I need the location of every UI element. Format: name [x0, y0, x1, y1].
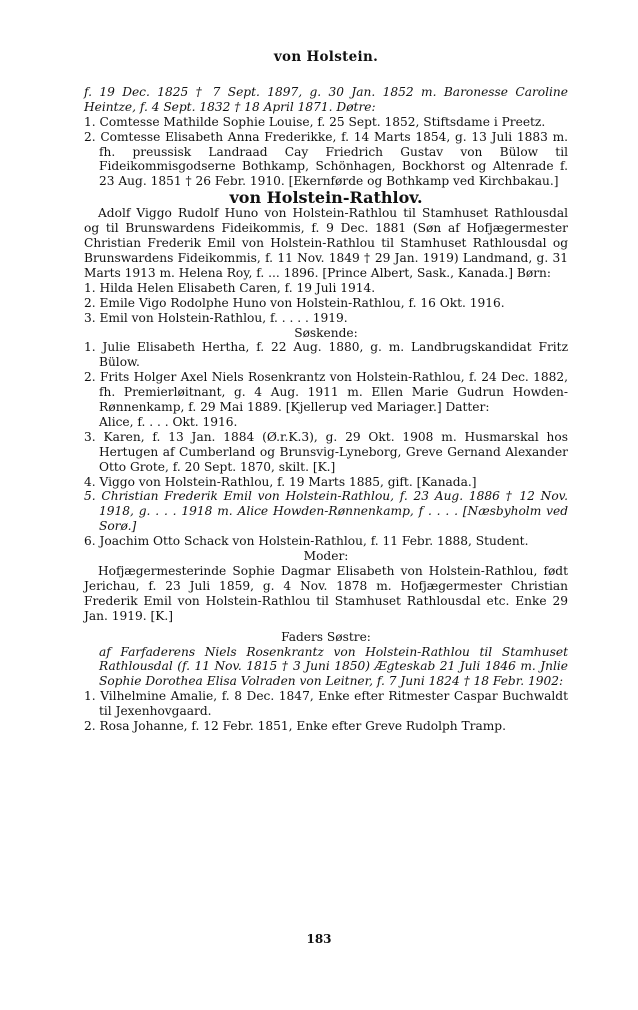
sibling-4: 4. Viggo von Holstein-Rathlou, f. 19 Marts 1885, gift. [Kanada.]	[84, 474, 477, 489]
running-header: von Holstein.	[273, 49, 379, 65]
aunt-1: 1. Vilhelmine Amalie, f. 8 Dec. 1847, Enke efter Ritmester Caspar Buchwaldt til Jexenhovgaard.	[84, 689, 568, 719]
rathlov-child-3: 3. Emil von Holstein-Rathlou, f. . . . . 1919.	[84, 310, 348, 325]
sibling-2-daughter: Alice, f. . . . Okt. 1916.	[99, 414, 238, 429]
holstein-daughter-1: 1. Comtesse Mathilde Sophie Louise, f. 25 Sept. 1852, Stiftsdame i Preetz.	[84, 114, 546, 129]
sibling-6: 6. Joachim Otto Schack von Holstein-Rathlou, f. 11 Febr. 1888, Student.	[84, 534, 529, 549]
aunt-2: 2. Rosa Johanne, f. 12 Febr. 1851, Enke efter Greve Rudolph Tramp.	[84, 719, 506, 734]
rathlov-child-2: 2. Emile Vigo Rodolphe Huno von Holstein-Rathlou, f. 16 Okt. 1916.	[84, 295, 505, 310]
holstein-daughter-2: 2. Comtesse Elisabeth Anna Frederikke, f. 14 Marts 1854, g. 13 Juli 1883 m. fh. preussisk Landraad Cay Friedrich Gustav von Bülow til Fideikommisgodserne Bothkamp, Schönhagen, Bockhorst og Altenrade f. 23 Aug. 1851 † 26 Febr. 1910. [Ekernførde og Bothkamp ved Kirchbakau.]	[84, 129, 568, 189]
sibling-1: 1. Julie Elisabeth Hertha, f. 22 Aug. 1880, g. m. Landbrugskandidat Fritz Bülow.	[84, 340, 568, 370]
page-content	[84, 50, 568, 734]
sibling-3: 3. Karen, f. 13 Jan. 1884 (Ø.r.K.3), g. 29 Okt. 1908 m. Husmarskal hos Hertugen af Cumberland og Brunsvig-Lyneborg, Greve Gernand Alexander Otto Grote, f. 20 Sept. 1870, skilt. [K.]	[84, 429, 568, 474]
sibling-5: 5. Christian Frederik Emil von Holstein-Rathlou, f. 23 Aug. 1886 † 12 Nov. 1918, g. . . . 1918 m. Alice Howden-Rønnenkamp, f . . . . [Næsbyholm ved Sorø.]	[84, 489, 568, 534]
mother-entry: Hofjægermesterinde Sophie Dagmar Elisabeth von Holstein-Rathlou, født Jerichau, f. 23 Juli 1859, g. 4 Nov. 1878 m. Hofjægermester Christian Frederik Emil von Holstein-Rathlou til Stamhuset Rathlousdal etc. Enke 29 Jan. 1919. [K.]	[84, 564, 568, 623]
aunts-heading: Faders Søstre:	[281, 629, 371, 644]
aunts-intro: af Farfaderens Niels Rosenkrantz von Holstein-Rathlou til Stamhuset Rathlousdal (f. 11 Nov. 1815 † 3 Juni 1850) Ægteskab 21 Juli 1846 m. Jnlie Sophie Dorothea Elisa Volraden von Leitner, f. 7 Juni 1824 † 18 Febr. 1902:	[99, 644, 568, 689]
holstein-continuation: f. 19 Dec. 1825 † 7 Sept. 1897, g. 30 Jan. 1852 m. Baronesse Caroline Heintze, f. 4 Sept. 1832 † 18 April 1871. Døtre:	[84, 84, 568, 114]
rathlov-child-1: 1. Hilda Helen Elisabeth Caren, f. 19 Juli 1914.	[84, 280, 376, 295]
mother-heading: Moder:	[303, 549, 349, 564]
sibling-2: 2. Frits Holger Axel Niels Rosenkrantz von Holstein-Rathlou, f. 24 Dec. 1882, fh. Premierløitnant, g. 4 Aug. 1911 m. Ellen Marie Gudrun Howden-Rønnenkamp, f. 29 Mai 1889. [Kjellerup ved Mariager.] Datter:	[84, 370, 568, 415]
page-number: 183	[306, 932, 332, 946]
siblings-heading: Søskende:	[294, 325, 358, 340]
section-title-rathlov: von Holstein-Rathlov.	[229, 188, 423, 208]
rathlov-intro: Adolf Viggo Rudolf Huno von Holstein-Rathlou til Stamhuset Rathlousdal og til Brunswardens Fideikommis, f. 9 Dec. 1881 (Søn af Hofjægermester Christian Frederik Emil von Holstein-Rathlou til Stamhuset Rathlousdal og Brunswardens Fideikommis, f. 11 Nov. 1849 † 29 Jan. 1919) Landmand, g. 31 Marts 1913 m. Helena Roy, f. ... 1896. [Prince Albert, Sask., Kanada.] Børn:	[84, 206, 568, 280]
